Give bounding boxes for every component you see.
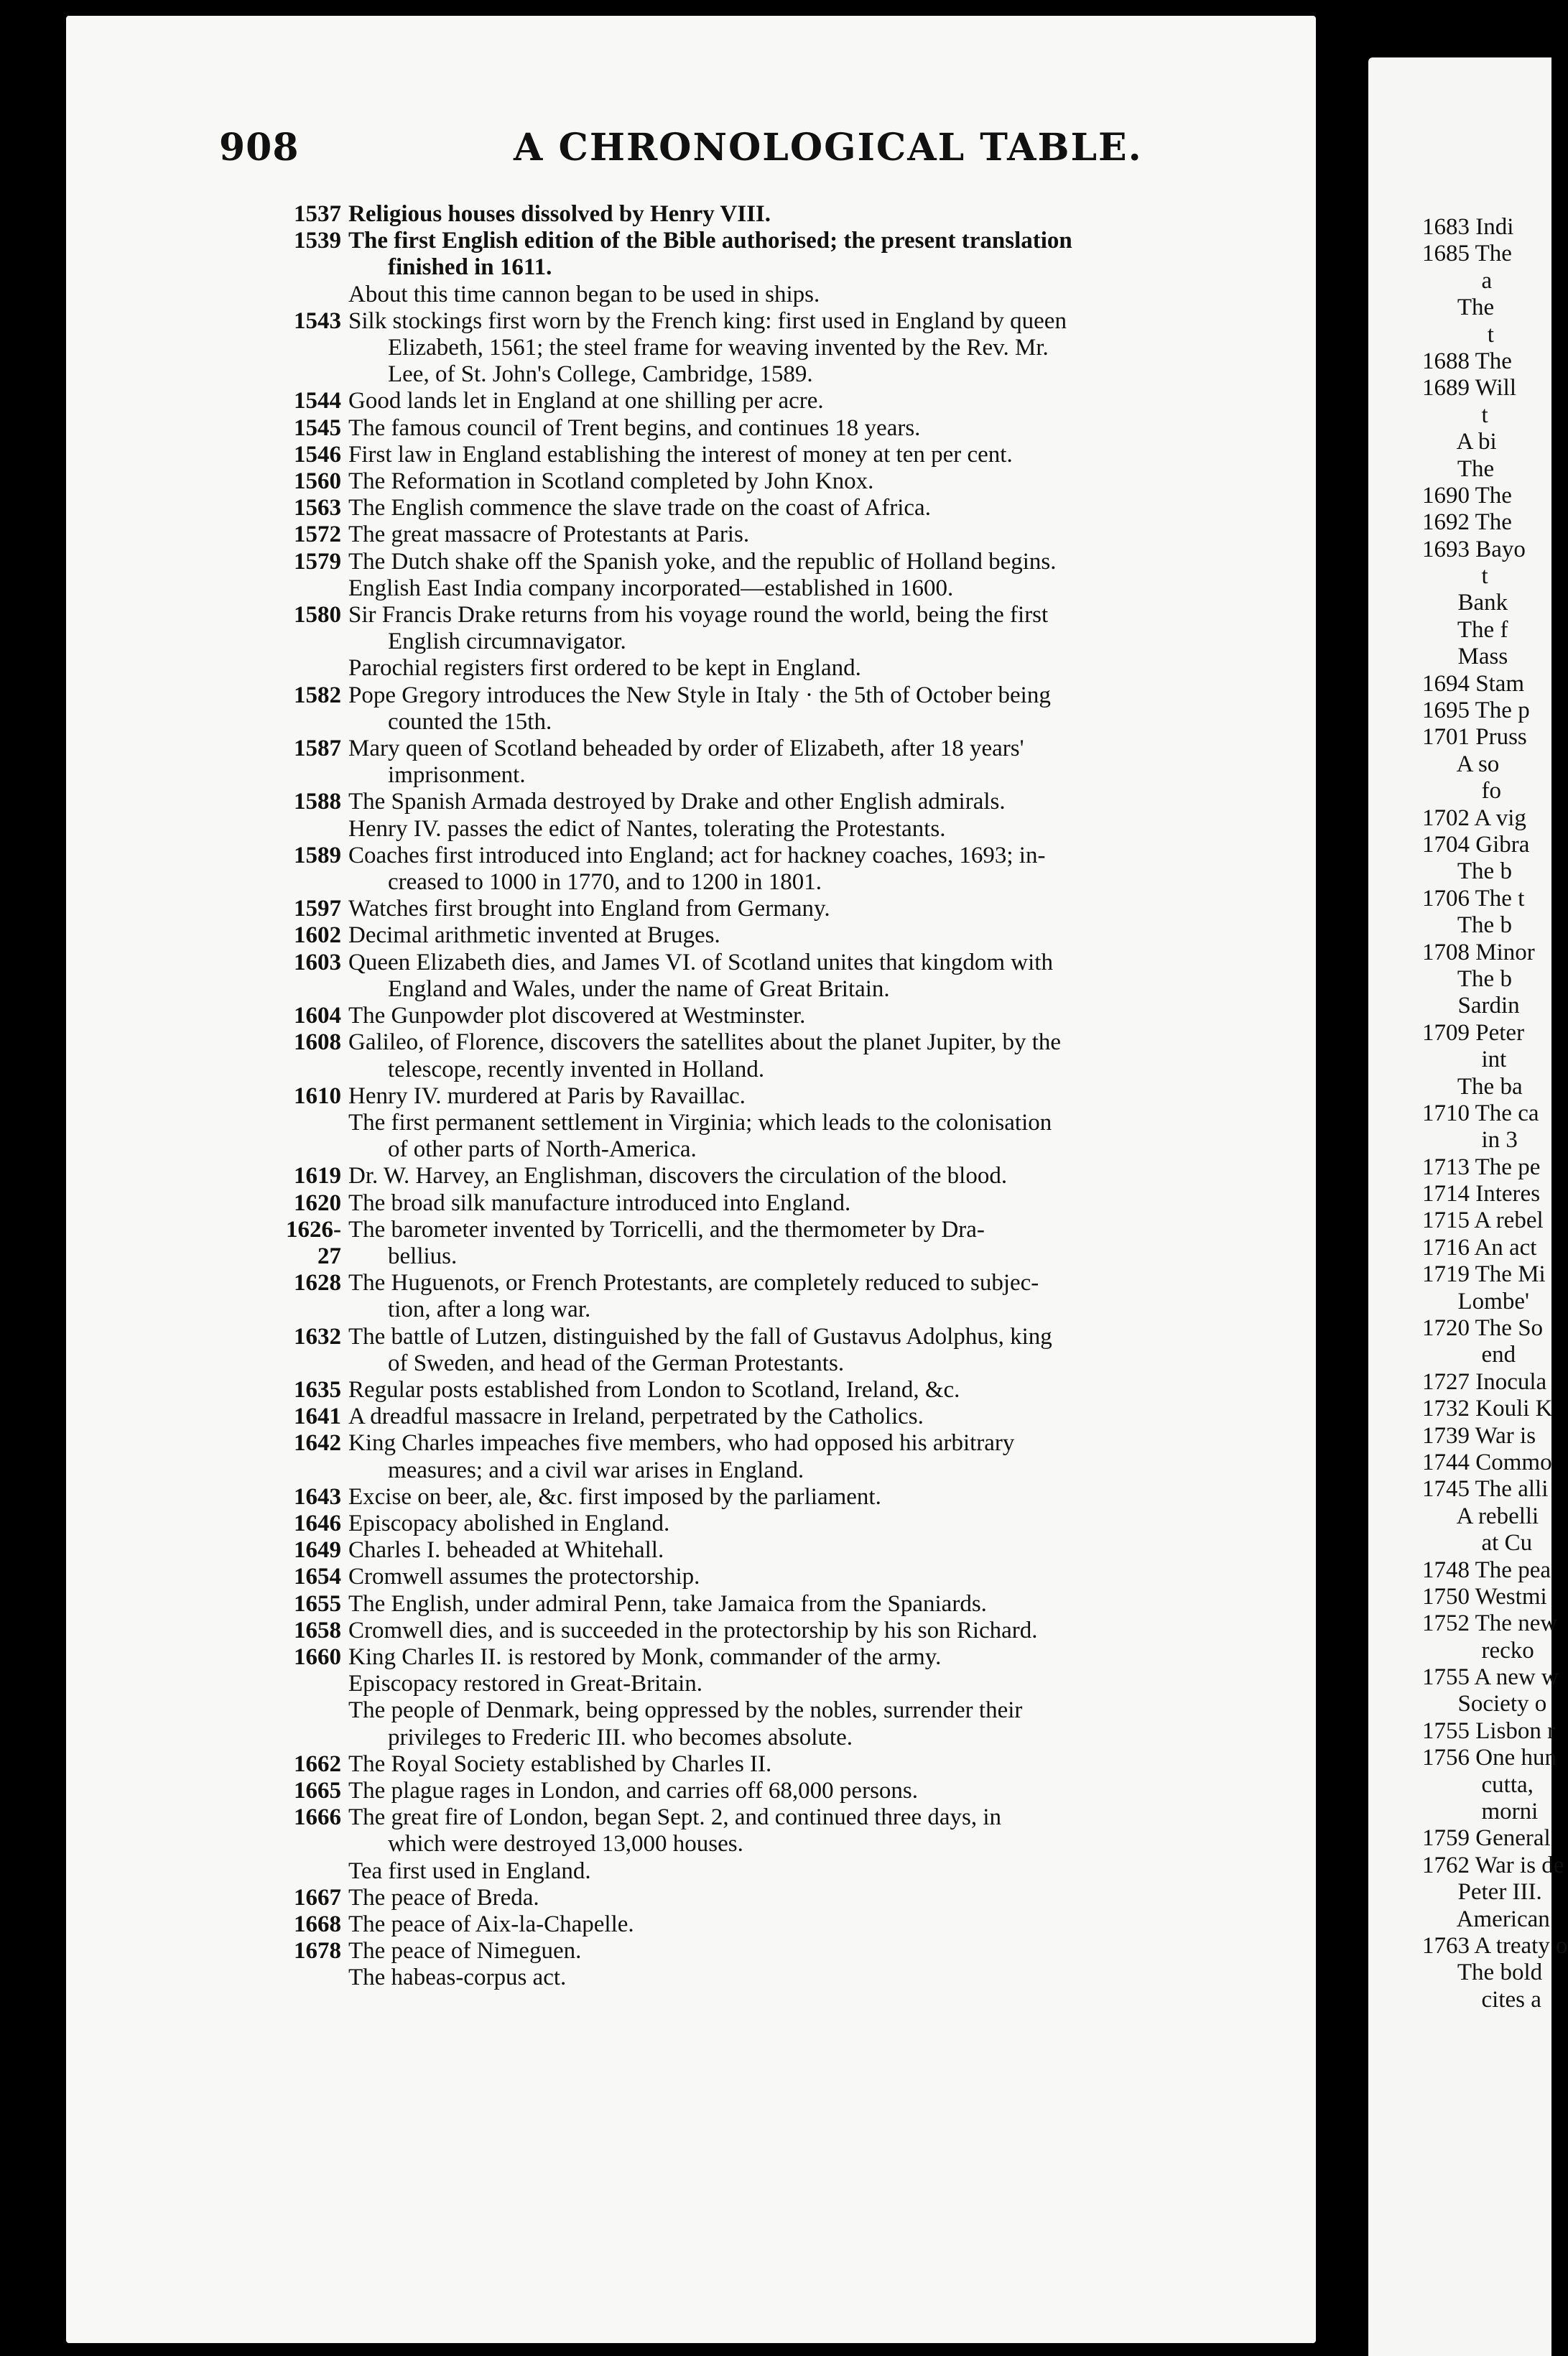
entry-text-line: of Sweden, and head of the German Protestants. bbox=[388, 1350, 845, 1376]
right-page-line: The b bbox=[1422, 912, 1512, 939]
chronology-entry bbox=[273, 1965, 1264, 1991]
entry-text-line: Mary queen of Scotland beheaded by order of Elizabeth, after 18 years' bbox=[348, 736, 1024, 762]
chronology-entry bbox=[273, 789, 1264, 815]
entry-text-line: Galileo, of Florence, discovers the satellites about the planet Jupiter, by the bbox=[348, 1029, 1062, 1056]
right-page-line: 1750 Westmi bbox=[1422, 1583, 1547, 1610]
entry-year: 1588 bbox=[294, 789, 341, 815]
right-page-line: t bbox=[1422, 321, 1494, 348]
entry-year: 1619 bbox=[294, 1163, 341, 1189]
right-page-line: A rebelli bbox=[1422, 1503, 1539, 1529]
right-page-line: The b bbox=[1422, 965, 1512, 992]
right-page-line: The bold bbox=[1422, 1960, 1543, 1986]
entry-year: 1628 bbox=[294, 1270, 341, 1297]
entry-year: 1658 bbox=[294, 1617, 341, 1643]
chronology-entry bbox=[273, 1778, 1264, 1804]
chronology-entry bbox=[273, 1644, 1264, 1671]
entry-year: 1665 bbox=[294, 1777, 341, 1804]
entry-text-line: The great massacre of Protestants at Paris. bbox=[348, 521, 750, 548]
entry-text-line: Regular posts established from London to Scotland, Ireland, &c. bbox=[348, 1376, 960, 1403]
entry-text-line: measures; and a civil war arises in England. bbox=[388, 1457, 804, 1483]
right-page-line: cutta, bbox=[1422, 1771, 1534, 1798]
chronology-entry bbox=[273, 1537, 1264, 1564]
chronology-entry bbox=[273, 1404, 1264, 1430]
right-page-fragments bbox=[1422, 214, 1568, 2013]
right-page-line: 1745 The alli bbox=[1422, 1476, 1549, 1503]
right-page-line: The bbox=[1422, 294, 1495, 321]
right-page-line: 1763 A treaty o bbox=[1422, 1933, 1568, 1959]
right-page-line: 1704 Gibra bbox=[1422, 831, 1530, 858]
entry-text-line: The famous council of Trent begins, and continues 18 years. bbox=[348, 414, 921, 441]
chronology-entry bbox=[273, 682, 1264, 736]
entry-year: 1544 bbox=[294, 388, 341, 414]
entry-text-line: The habeas-corpus act. bbox=[348, 1965, 567, 1991]
chronology-entry bbox=[273, 1163, 1264, 1189]
right-page-line: 1693 Bayo bbox=[1422, 536, 1526, 562]
chronology-entry bbox=[273, 736, 1264, 789]
right-page-line: The f bbox=[1422, 616, 1508, 643]
entry-year: 1608 bbox=[294, 1029, 341, 1056]
entry-year: 1560 bbox=[294, 468, 341, 495]
chronology-entry bbox=[273, 1511, 1264, 1537]
entry-year: 1642 bbox=[294, 1430, 341, 1457]
entry-text-line: The people of Denmark, being oppressed by the nobles, surrender their bbox=[348, 1697, 1023, 1724]
right-page-line: Mass bbox=[1422, 644, 1508, 670]
entry-year: 1582 bbox=[294, 682, 341, 708]
entry-text-line: English East India company incorporated—established in 1600. bbox=[348, 575, 954, 601]
entry-year: 1654 bbox=[294, 1564, 341, 1590]
entry-text-line: Elizabeth, 1561; the steel frame for weaving invented by the Rev. Mr. bbox=[388, 335, 1049, 361]
right-page-line: 1708 Minor bbox=[1422, 939, 1535, 965]
right-page-line: cites a bbox=[1422, 1986, 1541, 2013]
entry-year: 1626-27 bbox=[286, 1216, 341, 1269]
entry-text-line: creased to 1000 in 1770, and to 1200 in 1801. bbox=[388, 869, 822, 896]
chronology-entry bbox=[273, 282, 1264, 308]
right-page-line: 1744 Commo bbox=[1422, 1449, 1552, 1475]
right-page-line: 1685 The bbox=[1422, 241, 1512, 267]
right-page-line: t bbox=[1422, 563, 1488, 590]
chronology-entry bbox=[273, 575, 1264, 602]
right-page-line: The ba bbox=[1422, 1073, 1523, 1100]
entry-year: 1666 bbox=[294, 1804, 341, 1831]
right-page-line: at Cu bbox=[1422, 1530, 1533, 1557]
chronology-entry bbox=[273, 1697, 1264, 1750]
chronology-entry bbox=[273, 1564, 1264, 1590]
entry-year: 1603 bbox=[294, 949, 341, 975]
entry-year: 1543 bbox=[294, 307, 341, 334]
entry-text-line: The Spanish Armada destroyed by Drake and other English admirals. bbox=[348, 789, 1006, 815]
entry-year: 1546 bbox=[294, 441, 341, 468]
entry-year: 1602 bbox=[294, 922, 341, 949]
chronology-entry bbox=[273, 922, 1264, 949]
chronology-entry bbox=[273, 1618, 1264, 1644]
right-page-line: The bbox=[1422, 455, 1495, 482]
chronology-entry bbox=[273, 1804, 1264, 1858]
chronology-entry bbox=[273, 228, 1264, 281]
entry-text-line: Sir Francis Drake returns from his voyage round the world, being the first bbox=[348, 602, 1049, 629]
entry-text-line: King Charles II. is restored by Monk, commander of the army. bbox=[348, 1643, 942, 1670]
entry-year: 1668 bbox=[294, 1911, 341, 1937]
right-page-line: Lombe' bbox=[1422, 1288, 1529, 1314]
entry-text-line: The plague rages in London, and carries off 68,000 persons. bbox=[348, 1777, 918, 1804]
chronology-entry bbox=[273, 816, 1264, 843]
entry-text-line: tion, after a long war. bbox=[388, 1297, 591, 1323]
right-page-line: Peter III. bbox=[1422, 1879, 1542, 1906]
chronology-list bbox=[273, 201, 1264, 1992]
right-page-line: 1756 One hun bbox=[1422, 1745, 1557, 1771]
chronology-entry bbox=[273, 1591, 1264, 1618]
chronology-entry bbox=[273, 1217, 1264, 1270]
chronology-entry bbox=[273, 655, 1264, 682]
entry-year: 1537 bbox=[294, 201, 341, 227]
right-page-line: 1739 War is bbox=[1422, 1422, 1536, 1449]
page-number: 908 bbox=[219, 126, 300, 170]
right-page-line: t bbox=[1422, 402, 1488, 428]
chronology-entry bbox=[273, 602, 1264, 655]
entry-text-line: Silk stockings first worn by the French king: first used in England by queen bbox=[348, 307, 1067, 334]
right-page-line: 1755 A new w bbox=[1422, 1664, 1559, 1691]
chronology-entry bbox=[273, 1003, 1264, 1029]
right-page-line: Sardin bbox=[1422, 993, 1520, 1019]
entry-text-line: About this time cannon began to be used in ships. bbox=[348, 281, 820, 307]
chronology-entry bbox=[273, 308, 1264, 389]
chronology-entry bbox=[273, 1751, 1264, 1778]
right-page-line: 1706 The t bbox=[1422, 885, 1525, 912]
right-page-line: int bbox=[1422, 1047, 1507, 1073]
entry-text-line: The broad silk manufacture introduced into England. bbox=[348, 1189, 851, 1216]
entry-year: 1655 bbox=[294, 1590, 341, 1617]
right-page-line: a bbox=[1422, 267, 1493, 294]
entry-text-line: which were destroyed 13,000 houses. bbox=[388, 1831, 743, 1858]
right-page-line: American bbox=[1422, 1906, 1550, 1932]
entry-year: 1620 bbox=[294, 1189, 341, 1216]
chronology-entry bbox=[273, 1029, 1264, 1082]
right-page-line: morni bbox=[1422, 1799, 1539, 1825]
right-page-line: in 3 bbox=[1422, 1127, 1518, 1154]
entry-year: 1580 bbox=[294, 602, 341, 629]
chronology-entry bbox=[273, 1430, 1264, 1483]
entry-text-line: Pope Gregory introduces the New Style in Italy · the 5th of October being bbox=[348, 682, 1051, 708]
chronology-entry bbox=[273, 1190, 1264, 1217]
chronology-entry bbox=[273, 415, 1264, 442]
right-page-line: 1701 Pruss bbox=[1422, 724, 1527, 751]
entry-year: 1587 bbox=[294, 736, 341, 762]
entry-text-line: Episcopacy abolished in England. bbox=[348, 1510, 670, 1536]
chronology-entry bbox=[273, 843, 1264, 896]
right-page-line: A bi bbox=[1422, 429, 1497, 455]
right-page-line: 1709 Peter bbox=[1422, 1019, 1525, 1046]
entry-text-line: The Gunpowder plot discovered at Westminster. bbox=[348, 1003, 806, 1029]
right-page-line: 1695 The p bbox=[1422, 697, 1530, 724]
right-page-line: 1727 Inocula bbox=[1422, 1368, 1547, 1395]
entry-text-line: bellius. bbox=[388, 1243, 458, 1269]
right-page-line: 1748 The pea bbox=[1422, 1557, 1551, 1583]
entry-year: 1589 bbox=[294, 842, 341, 868]
right-page-line: 1702 A vig bbox=[1422, 804, 1526, 831]
right-page-line: 1690 The bbox=[1422, 482, 1512, 509]
entry-text-line: Good lands let in England at one shilling per acre. bbox=[348, 388, 824, 414]
entry-text-line: Coaches first introduced into England; act for hackney coaches, 1693; in- bbox=[348, 842, 1046, 868]
entry-text-line: The English commence the slave trade on the coast of Africa. bbox=[348, 495, 931, 521]
entry-text-line: The Reformation in Scotland completed by John Knox. bbox=[348, 468, 874, 495]
chronology-entry bbox=[273, 468, 1264, 495]
right-page-line: 1714 Interes bbox=[1422, 1181, 1541, 1207]
chronology-entry bbox=[273, 1938, 1264, 1965]
chronology-entry bbox=[273, 549, 1264, 575]
right-page-line: 1710 The ca bbox=[1422, 1100, 1539, 1126]
entry-text-line: imprisonment. bbox=[388, 762, 526, 789]
right-page-line: Society o bbox=[1422, 1691, 1547, 1717]
entry-year: 1545 bbox=[294, 414, 341, 441]
right-page-line: 1692 The bbox=[1422, 509, 1512, 536]
entry-year: 1563 bbox=[294, 495, 341, 521]
entry-text-line: Dr. W. Harvey, an Englishman, discovers the circulation of the blood. bbox=[348, 1163, 1008, 1189]
entry-year: 1667 bbox=[294, 1884, 341, 1911]
entry-year: 1539 bbox=[294, 228, 341, 254]
entry-text-line: The peace of Breda. bbox=[348, 1884, 539, 1911]
chronology-entry bbox=[273, 896, 1264, 922]
entry-text-line: Tea first used in England. bbox=[348, 1858, 591, 1884]
chronology-entry bbox=[273, 1324, 1264, 1377]
chronology-entry bbox=[273, 1885, 1264, 1911]
entry-text-line: of other parts of North-America. bbox=[388, 1136, 697, 1163]
entry-text-line: The Royal Society established by Charles II. bbox=[348, 1750, 772, 1777]
entry-text-line: The battle of Lutzen, distinguished by the fall of Gustavus Adolphus, king bbox=[348, 1323, 1052, 1350]
entry-text-line: The great fire of London, began Sept. 2, and continued three days, in bbox=[348, 1804, 1002, 1831]
entry-text-line: The peace of Nimeguen. bbox=[348, 1938, 582, 1965]
entry-year: 1646 bbox=[294, 1510, 341, 1536]
entry-text-line: A dreadful massacre in Ireland, perpetrated by the Catholics. bbox=[348, 1404, 924, 1430]
page-title: A CHRONOLOGICAL TABLE. bbox=[514, 126, 1143, 170]
entry-text-line: Queen Elizabeth dies, and James VI. of Scotland unites that kingdom with bbox=[348, 949, 1053, 975]
entry-text-line: Charles I. beheaded at Whitehall. bbox=[348, 1537, 664, 1564]
right-page-line: 1713 The pe bbox=[1422, 1154, 1541, 1180]
page-header bbox=[219, 126, 1253, 190]
entry-text-line: finished in 1611. bbox=[388, 254, 552, 281]
entry-text-line: Lee, of St. John's College, Cambridge, 1589. bbox=[388, 361, 813, 388]
entry-year: 1643 bbox=[294, 1483, 341, 1510]
entry-text-line: Henry IV. murdered at Paris by Ravaillac. bbox=[348, 1082, 746, 1109]
chronology-entry bbox=[273, 1110, 1264, 1163]
entry-text-line: The English, under admiral Penn, take Jamaica from the Spaniards. bbox=[348, 1590, 987, 1617]
entry-year: 1579 bbox=[294, 548, 341, 575]
right-page-line: 1720 The So bbox=[1422, 1315, 1544, 1342]
chronology-entry bbox=[273, 1083, 1264, 1110]
right-page-line: 1759 General bbox=[1422, 1825, 1551, 1852]
entry-text-line: The peace of Aix-la-Chapelle. bbox=[348, 1911, 634, 1937]
chronology-entry bbox=[273, 1858, 1264, 1885]
entry-year: 1641 bbox=[294, 1404, 341, 1430]
right-page-line: 1752 The new bbox=[1422, 1610, 1558, 1637]
entry-year: 1610 bbox=[294, 1082, 341, 1109]
entry-text-line: Excise on beer, ale, &c. first imposed by the parliament. bbox=[348, 1483, 881, 1510]
right-page-line: 1689 Will bbox=[1422, 375, 1516, 402]
entry-text-line: Cromwell dies, and is succeeded in the protectorship by his son Richard. bbox=[348, 1617, 1038, 1643]
entry-text-line: Parochial registers first ordered to be kept in England. bbox=[348, 655, 861, 682]
entry-text-line: The Dutch shake off the Spanish yoke, and the republic of Holland begins. bbox=[348, 548, 1057, 575]
entry-text-line: Decimal arithmetic invented at Bruges. bbox=[348, 922, 720, 949]
entry-text-line: The first permanent settlement in Virginia; which leads to the colonisation bbox=[348, 1109, 1052, 1136]
chronology-entry bbox=[273, 950, 1264, 1003]
right-page-line: Bank bbox=[1422, 590, 1508, 616]
entry-text-line: English circumnavigator. bbox=[388, 629, 626, 655]
entry-text-line: King Charles impeaches five members, who had opposed his arbitrary bbox=[348, 1430, 1015, 1457]
chronology-entry bbox=[273, 495, 1264, 521]
right-page-line: 1755 Lisbon r bbox=[1422, 1717, 1556, 1744]
entry-year: 1572 bbox=[294, 521, 341, 548]
right-page-line: end bbox=[1422, 1342, 1516, 1368]
entry-text-line: telescope, recently invented in Holland. bbox=[388, 1056, 765, 1082]
right-page-line: 1732 Kouli K bbox=[1422, 1396, 1553, 1422]
entry-text-line: Watches first brought into England from Germany. bbox=[348, 896, 830, 922]
chronology-entry bbox=[273, 1911, 1264, 1938]
right-page-line: 1716 An act bbox=[1422, 1234, 1537, 1261]
entry-text-line: Cromwell assumes the protectorship. bbox=[348, 1564, 700, 1590]
right-page-line: A so bbox=[1422, 751, 1500, 777]
entry-text-line: The barometer invented by Torricelli, and the thermometer by Dra- bbox=[348, 1216, 985, 1243]
chronology-entry bbox=[273, 1484, 1264, 1511]
entry-year: 1597 bbox=[294, 896, 341, 922]
right-page-line: 1719 The Mi bbox=[1422, 1261, 1546, 1288]
entry-year: 1632 bbox=[294, 1323, 341, 1350]
chronology-entry bbox=[273, 521, 1264, 548]
entry-text-line: privileges to Frederic III. who becomes absolute. bbox=[388, 1724, 853, 1750]
entry-year: 1660 bbox=[294, 1643, 341, 1670]
entry-text-line: Religious houses dissolved by Henry VIII. bbox=[348, 201, 771, 227]
entry-text-line: First law in England establishing the interest of money at ten per cent. bbox=[348, 441, 1013, 468]
entry-year: 1678 bbox=[294, 1938, 341, 1965]
chronology-entry bbox=[273, 442, 1264, 468]
entry-text-line: counted the 15th. bbox=[388, 708, 552, 735]
chronology-entry bbox=[273, 1671, 1264, 1697]
entry-year: 1662 bbox=[294, 1750, 341, 1777]
entry-year: 1604 bbox=[294, 1003, 341, 1029]
chronology-entry bbox=[273, 201, 1264, 228]
right-page-line: 1688 The bbox=[1422, 348, 1512, 374]
right-page-line: 1683 Indi bbox=[1422, 214, 1514, 240]
chronology-entry bbox=[273, 1377, 1264, 1404]
chronology-entry bbox=[273, 388, 1264, 414]
right-page-line: The b bbox=[1422, 858, 1512, 885]
entry-text-line: Episcopacy restored in Great-Britain. bbox=[348, 1671, 702, 1697]
right-page-line: 1715 A rebel bbox=[1422, 1207, 1544, 1234]
chronology-entry bbox=[273, 1270, 1264, 1323]
right-page-line: 1762 War is de bbox=[1422, 1852, 1564, 1878]
entry-text-line: Henry IV. passes the edict of Nantes, tolerating the Protestants. bbox=[348, 815, 946, 842]
right-page-line: fo bbox=[1422, 778, 1501, 804]
entry-text-line: The Huguenots, or French Protestants, are completely reduced to subjec- bbox=[348, 1270, 1039, 1297]
entry-year: 1635 bbox=[294, 1376, 341, 1403]
entry-year: 1649 bbox=[294, 1537, 341, 1564]
right-page-line: 1694 Stam bbox=[1422, 670, 1525, 697]
entry-text-line: The first English edition of the Bible authorised; the present translation bbox=[348, 228, 1072, 254]
entry-text-line: England and Wales, under the name of Great Britain. bbox=[388, 975, 890, 1002]
right-page-line: recko bbox=[1422, 1637, 1534, 1664]
